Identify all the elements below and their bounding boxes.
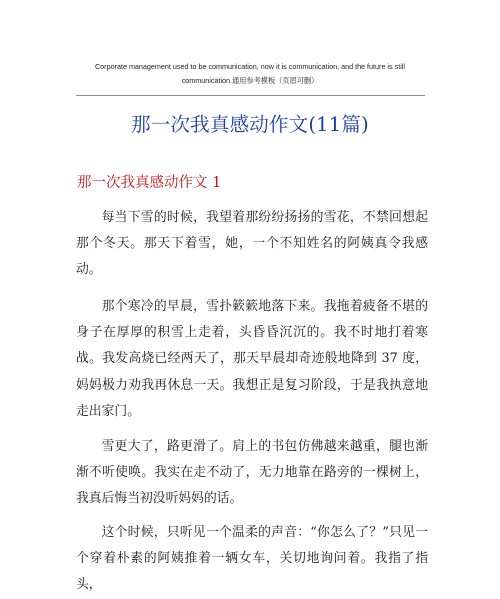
paragraph-1: 每当下雪的时候，我望着那纷纷扬扬的雪花，不禁回想起那个冬天。那天下着雪，她，一个不知姓名的阿姨真令我感动。: [76, 210, 428, 278]
header-note-line-2: communication.通用参考模板（页眉可删）: [181, 76, 319, 85]
page-header-note: [70, 60, 430, 88]
paragraph-4: 这个时候，只听见一个温柔的声音：“你怎么了？”只见一个穿着朴素的阿姨推着一辆女车，关切地询问着。我指了指头，: [76, 525, 428, 593]
document-title: 那一次我真感动作文(11篇): [131, 113, 369, 136]
paragraph-2: 那个寒冷的早晨，雪扑簌簌地落下来。我拖着疲备不堪的身子在厚厚的积雪上走着，头昏昏沉沉的。我不时地打着寒战。我发高烧已经两天了，那天早晨却奇迹般地降到 37 度，妈妈极力劝我再休息一天。我想正是复习阶段，于是我执意地走出家门。: [76, 299, 428, 419]
paragraph-3: 雪更大了，路更滑了。肩上的书包仿佛越来越重，腿也渐渐不听使唤。我实在走不动了，无力地靠在路旁的一棵树上，我真后悔当初没听妈妈的话。: [76, 439, 428, 507]
header-divider: [76, 95, 425, 96]
header-note-line-1: Corporate management used to be communication, now it is communication, and the future is still: [94, 62, 406, 71]
section-title: 那一次我真感动作文 1: [77, 175, 222, 191]
